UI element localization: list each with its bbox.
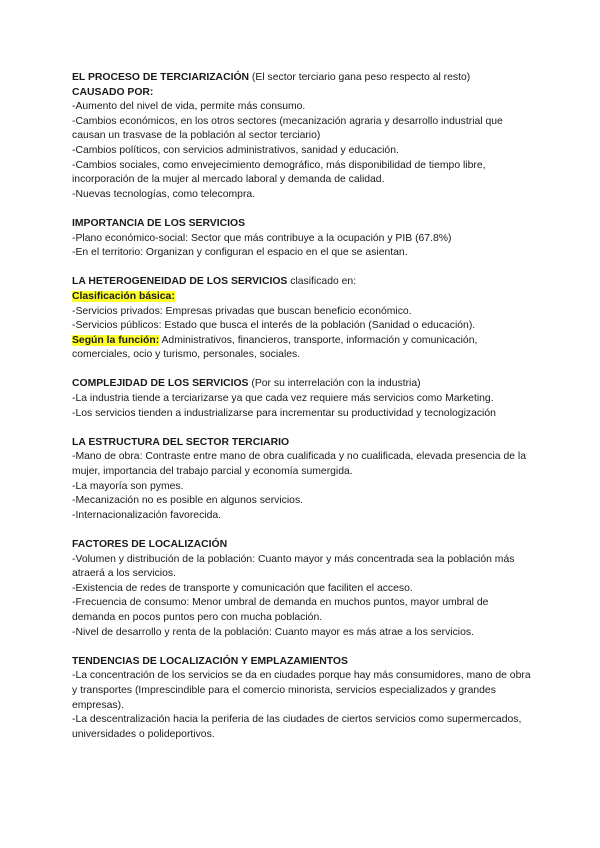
function-classification-label: Según la función: — [72, 334, 160, 346]
section-title-suffix: (El sector terciario gana peso respecto al resto) — [249, 72, 471, 83]
section-importancia — [72, 217, 532, 261]
list-item: -La descentralización hacia la periferia de las ciudades de ciertos servicios como supermercados, universidades o polideportivos. — [72, 714, 522, 740]
section-complejidad — [72, 377, 532, 421]
list-item: -Cambios sociales, como envejecimiento demográfico, más disponibilidad de tiempo libre, incorporación de la mujer al mercado laboral y demanda de calidad. — [72, 159, 486, 186]
list-item: -Mecanización no es posible en algunos servicios. — [72, 495, 304, 507]
list-item: -La mayoría son pymes. — [72, 480, 184, 492]
section-title: LA HETEROGENEIDAD DE LOS SERVICIOS — [72, 276, 288, 288]
basic-classification-row — [72, 290, 532, 305]
list-item: -Frecuencia de consumo: Menor umbral de demanda en muchos puntos, mayor umbral de demanda en pocos puntos pero con mucha población. — [72, 597, 489, 623]
list-item: -La industria tiende a terciarizarse ya que cada vez requiere más servicios como Marketing. — [72, 393, 494, 405]
section-heterogeneidad — [72, 275, 532, 363]
list-item: -La concentración de los servicios se da en ciudades porque hay más consumidores, mano de obra y transportes (Imprescindible para el comercio minorista, servicios especializados y grandes empresas). — [72, 670, 531, 711]
section-estructura — [72, 436, 532, 524]
list-item: -Nivel de desarrollo y renta de la población: Cuanto mayor es más atrae a los servicios. — [72, 626, 474, 638]
list-item: -Cambios económicos, en los otros sectores (mecanización agraria y desarrollo industrial que causan un trasvase de la población al sector terciario) — [72, 115, 503, 142]
document-page — [72, 71, 532, 757]
section-title: LA ESTRUCTURA DEL SECTOR TERCIARIO — [72, 436, 290, 448]
section-tendencias — [72, 655, 532, 743]
section-title-suffix: clasificado en: — [287, 276, 357, 288]
section-title: TENDENCIAS DE LOCALIZACIÓN Y EMPLAZAMIENTOS — [72, 655, 348, 667]
section-heading — [72, 71, 532, 86]
list-item: -Cambios políticos, con servicios administrativos, sanidad y educación. — [72, 144, 399, 156]
section-subtitle: CAUSADO POR: — [72, 86, 154, 98]
function-classification-text: Administrativos, financieros, transporte, información y comunicación, comerciales, ocio y turismo, personales, sociales. — [72, 334, 478, 361]
section-factores — [72, 538, 532, 640]
section-title-suffix: (Por su interrelación con la industria) — [248, 378, 421, 390]
list-item: -Servicios públicos: Estado que busca el interés de la población (Sanidad o educación). — [72, 320, 476, 332]
function-classification — [72, 334, 532, 363]
list-item: -Internacionalización favorecida. — [72, 509, 222, 521]
list-item: -Volumen y distribución de la población: Cuanto mayor y más concentrada sea la población más atraerá a los servicios. — [72, 553, 515, 580]
section-heading — [72, 275, 532, 290]
list-item: -Plano económico-social: Sector que más contribuye a la ocupación y PIB (67.8%) — [72, 232, 452, 244]
basic-classification-label: Clasificación básica: — [72, 290, 175, 302]
list-item: -Servicios privados: Empresas privadas que buscan beneficio económico. — [72, 305, 412, 317]
section-title: EL PROCESO DE TERCIARIZACIÓN — [72, 72, 250, 83]
list-item: -En el territorio: Organizan y configuran el espacio en el que se asientan. — [72, 247, 408, 259]
section-terciarizacion — [72, 71, 532, 202]
list-item: -Existencia de redes de transporte y comunicación que faciliten el acceso. — [72, 582, 413, 594]
list-item: -Los servicios tienden a industrializarse para incrementar su productividad y tecnologización — [72, 407, 496, 419]
section-title: COMPLEJIDAD DE LOS SERVICIOS — [72, 378, 249, 390]
list-item: -Mano de obra: Contraste entre mano de obra cualificada y no cualificada, elevada presencia de la mujer, importancia del trabajo parcial y economía sumergida. — [72, 451, 527, 478]
section-title: IMPORTANCIA DE LOS SERVICIOS — [72, 217, 246, 229]
section-title: FACTORES DE LOCALIZACIÓN — [72, 539, 228, 550]
list-item: -Nuevas tecnologías, como telecompra. — [72, 188, 256, 200]
section-heading — [72, 377, 532, 392]
list-item: -Aumento del nivel de vida, permite más consumo. — [72, 101, 306, 113]
